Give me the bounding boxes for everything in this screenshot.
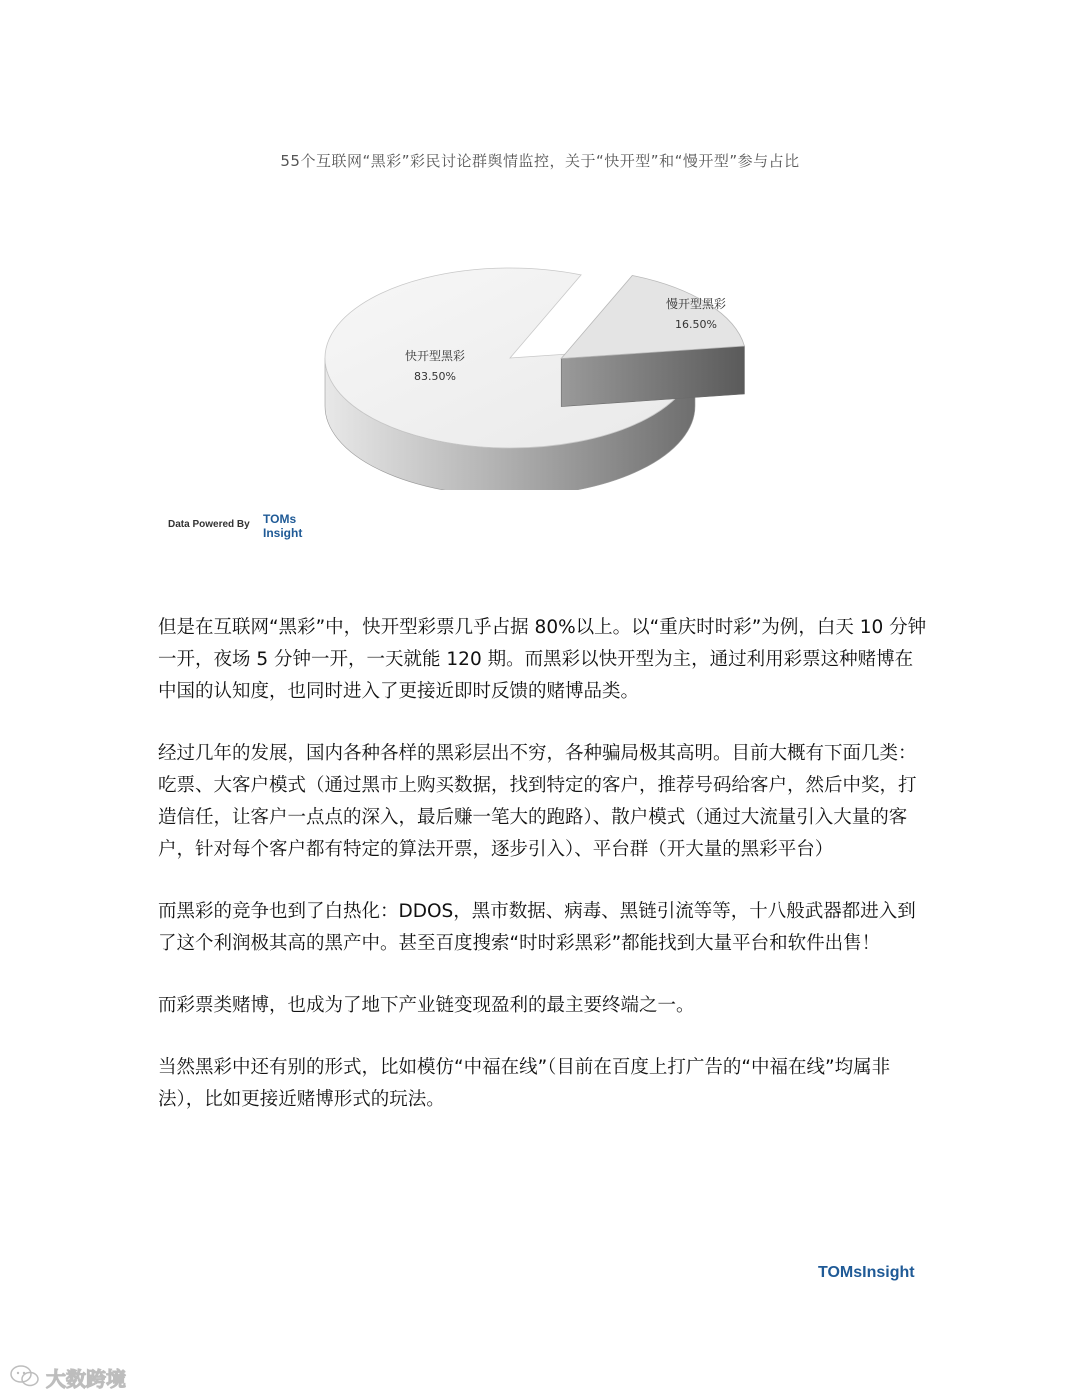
wechat-logo-icon (10, 1364, 40, 1390)
watermark (10, 1362, 126, 1392)
powered-by-brand-line1: TOMs (263, 512, 297, 526)
pie-value-slow: 16.50% (675, 318, 717, 331)
footer-brand-logo: TOMsInsight (818, 1264, 915, 1281)
powered-by-logo (168, 512, 368, 548)
pie-label-fast: 快开型黑彩 (404, 349, 466, 363)
paragraph-3: 而黑彩的竞争也到了白热化：DDOS，黑市数据、病毒、黑链引流等等，十八般武器都进入到了这个利润极其高的黑产中。甚至百度搜索“时时彩黑彩”都能找到大量平台和软件出售！ (158, 901, 916, 954)
pie-chart (300, 250, 780, 490)
paragraph-1: 但是在互联网“黑彩”中，快开型彩票几乎占据 80%以上。以“重庆时时彩”为例，白天 10 分钟一开，夜场 5 分钟一开，一天就能 120 期。而黑彩以快开型为主，通过利用彩票这种赌博在中国的认知度，也同时进入了更接近即时反馈的赌博品类。 (158, 617, 927, 702)
pie-slice-slow (561, 275, 744, 358)
watermark-text: 大数跨境 (46, 1366, 126, 1391)
powered-by-brand (263, 512, 302, 540)
article-body (158, 612, 928, 1146)
paragraph-4: 而彩票类赌博，也成为了地下产业链变现盈利的最主要终端之一。 (158, 995, 695, 1016)
pie-value-fast: 83.50% (414, 370, 456, 383)
paragraph-5: 当然黑彩中还有别的形式，比如模仿“中福在线”（目前在百度上打广告的“中福在线”均属非法），比如更接近赌博形式的玩法。 (158, 1057, 891, 1110)
paragraph-2: 经过几年的发展，国内各种各样的黑彩层出不穷，各种骗局极其高明。目前大概有下面几类：吃票、大客户模式（通过黑市上购买数据，找到特定的客户，推荐号码给客户，然后中奖，打造信任，让客户一点点的深入，最后赚一笔大的跑路）、散户模式（通过大流量引入大量的客户，针对每个客户都有特定的算法开票，逐步引入）、平台群（开大量的黑彩平台） (158, 743, 917, 860)
powered-by-brand-line2: Insight (263, 526, 303, 540)
powered-by-label: Data Powered By (168, 519, 250, 530)
chart-title: 55个互联网“黑彩”彩民讨论群舆情监控，关于“快开型”和“慢开型”参与占比 (280, 152, 800, 170)
pie-label-slow: 慢开型黑彩 (665, 297, 727, 311)
